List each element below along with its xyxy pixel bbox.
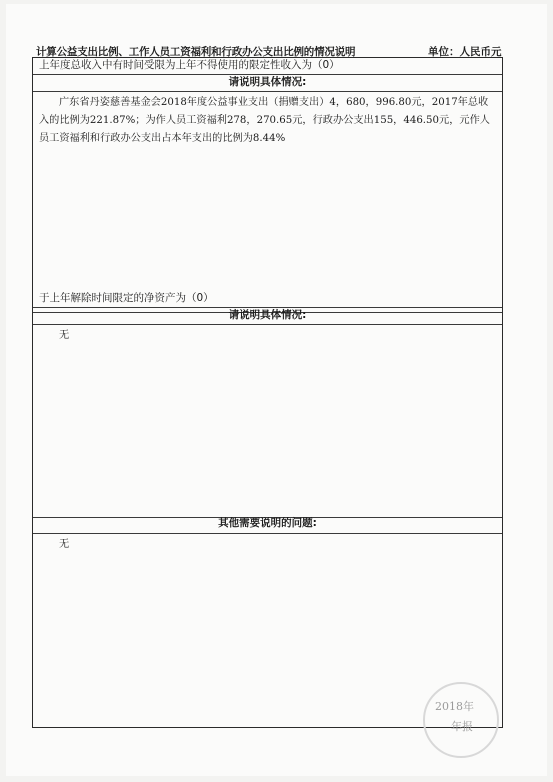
document-title: 计算公益支出比例、工作人员工资福利和行政办公支出比例的情况说明 [36, 46, 356, 58]
section1-body-cell [33, 92, 502, 313]
section2-body-cell [33, 325, 502, 518]
section1-heading: 请说明具体情况: [33, 75, 502, 92]
explanation-table [32, 57, 503, 728]
currency-unit: 单位：人民币元 [428, 46, 502, 58]
annual-report-stamp [423, 682, 499, 758]
section1-body-text: 广东省丹姿慈善基金会2018年度公益事业支出（捐赠支出）4，680，996.80元，2017年总收入的比例为221.87%；为作人员工资福利278，270.65元，行政办公支出155，446.50元，元作人员工资福利和行政办公支出占本年支出的比例为8.44% [39, 97, 490, 144]
section2-heading: 请说明具体情况: [33, 308, 502, 325]
stamp-year: 2018年 [435, 700, 474, 713]
released-assets-question: 于上年解除时间限定的净资产为（0） [33, 291, 502, 308]
section3-body-text: 无 [59, 539, 70, 550]
restricted-income-question: 上年度总收入中有时间受限为上年不得使用的限定性收入为（0） [33, 58, 502, 75]
stamp-suffix: 年报 [451, 720, 473, 733]
section2-body-text: 无 [59, 330, 70, 341]
section3-heading: 其他需要说明的问题: [33, 516, 502, 534]
